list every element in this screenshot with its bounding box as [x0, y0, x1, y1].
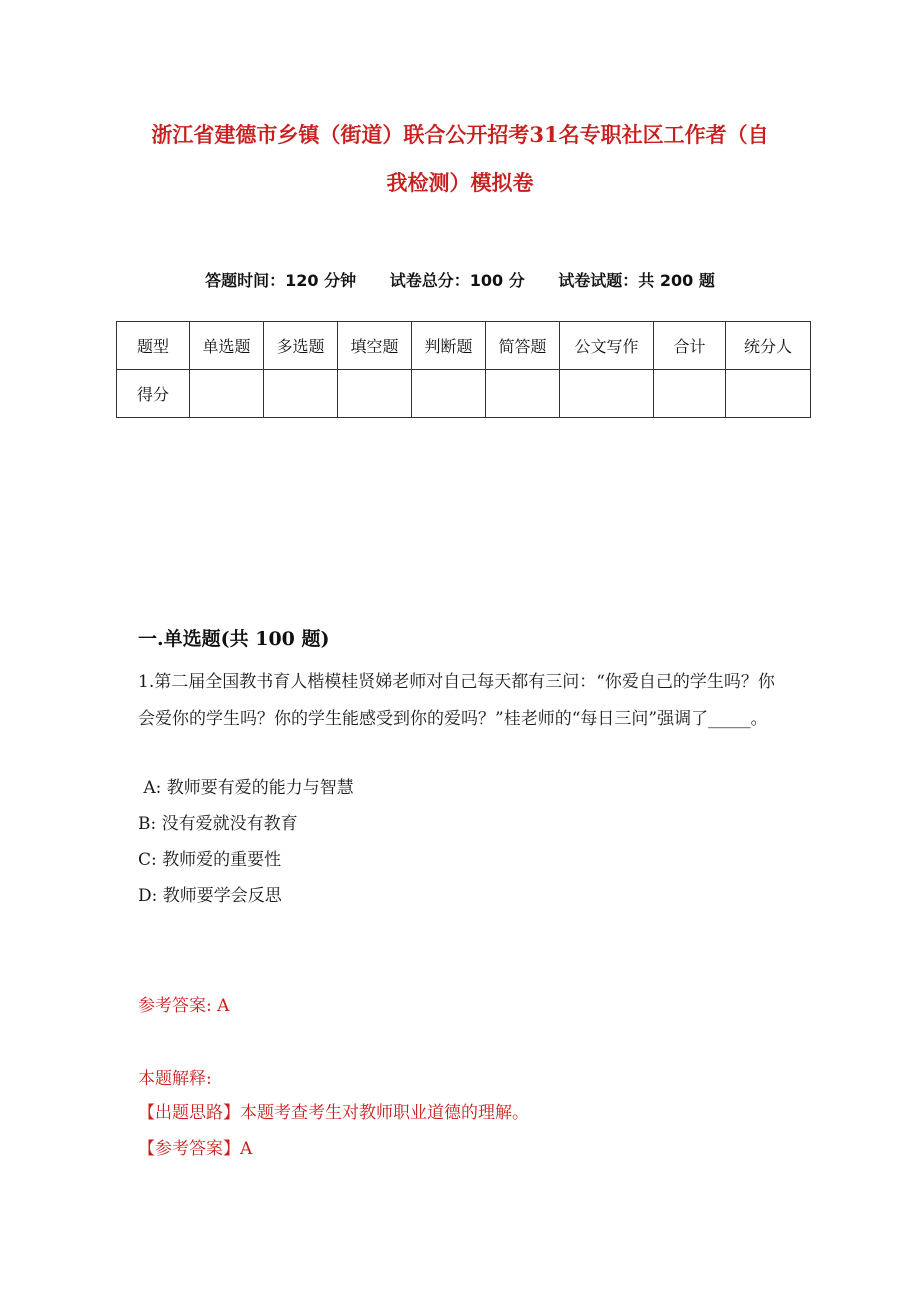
- document-title-line1: 浙江省建德市乡镇（街道）联合公开招考31名专职社区工作者（自: [151, 122, 769, 147]
- score-cell: [412, 370, 486, 418]
- score-header-cell: 统分人: [726, 322, 811, 370]
- exam-total-score: 试卷总分：100 分: [389, 271, 525, 290]
- score-cell: [560, 370, 654, 418]
- option-b: B: 没有爱就没有教育: [138, 814, 298, 834]
- score-cell: [264, 370, 338, 418]
- explanation-idea: 【出题思路】本题考查考生对教师职业道德的理解。: [138, 1103, 529, 1123]
- score-table: [116, 321, 811, 418]
- score-header-cell: 判断题: [412, 322, 486, 370]
- score-header-cell: 单选题: [190, 322, 264, 370]
- score-header-cell: 简答题: [486, 322, 560, 370]
- score-cell: [726, 370, 811, 418]
- explanation-answer: 【参考答案】A: [138, 1139, 253, 1159]
- exam-meta: [0, 268, 920, 291]
- exam-question-count: 试卷试题：共 200 题: [558, 271, 715, 290]
- score-cell: [654, 370, 726, 418]
- option-a: A: 教师要有爱的能力与智慧: [138, 778, 354, 798]
- question-stem: 1.第二届全国教书育人楷模桂贤娣老师对自己每天都有三问：“你爱自己的学生吗？你会爱你的学生吗？你的学生能感受到你的爱吗？”桂老师的“每日三问”强调了_____。: [138, 672, 775, 729]
- explanation-label: 本题解释:: [138, 1069, 212, 1089]
- document-title-line2: 我检测）模拟卷: [386, 170, 534, 195]
- option-c: C: 教师爱的重要性: [138, 850, 282, 870]
- score-header-cell: 多选题: [264, 322, 338, 370]
- score-table-score-row: [117, 370, 811, 418]
- reference-answer: 参考答案: A: [138, 996, 230, 1016]
- score-cell: [190, 370, 264, 418]
- score-header-cell: 合计: [654, 322, 726, 370]
- option-d: D: 教师要学会反思: [138, 886, 282, 906]
- score-header-cell: 填空题: [338, 322, 412, 370]
- score-cell: [486, 370, 560, 418]
- score-header-cell: 公文写作: [560, 322, 654, 370]
- score-header-cell: 题型: [117, 322, 190, 370]
- score-cell: [338, 370, 412, 418]
- exam-time: 答题时间：120 分钟: [205, 271, 357, 290]
- score-table-header-row: [117, 322, 811, 370]
- section-title: 一.单选题(共 100 题): [138, 628, 330, 650]
- score-row-label: 得分: [117, 370, 190, 418]
